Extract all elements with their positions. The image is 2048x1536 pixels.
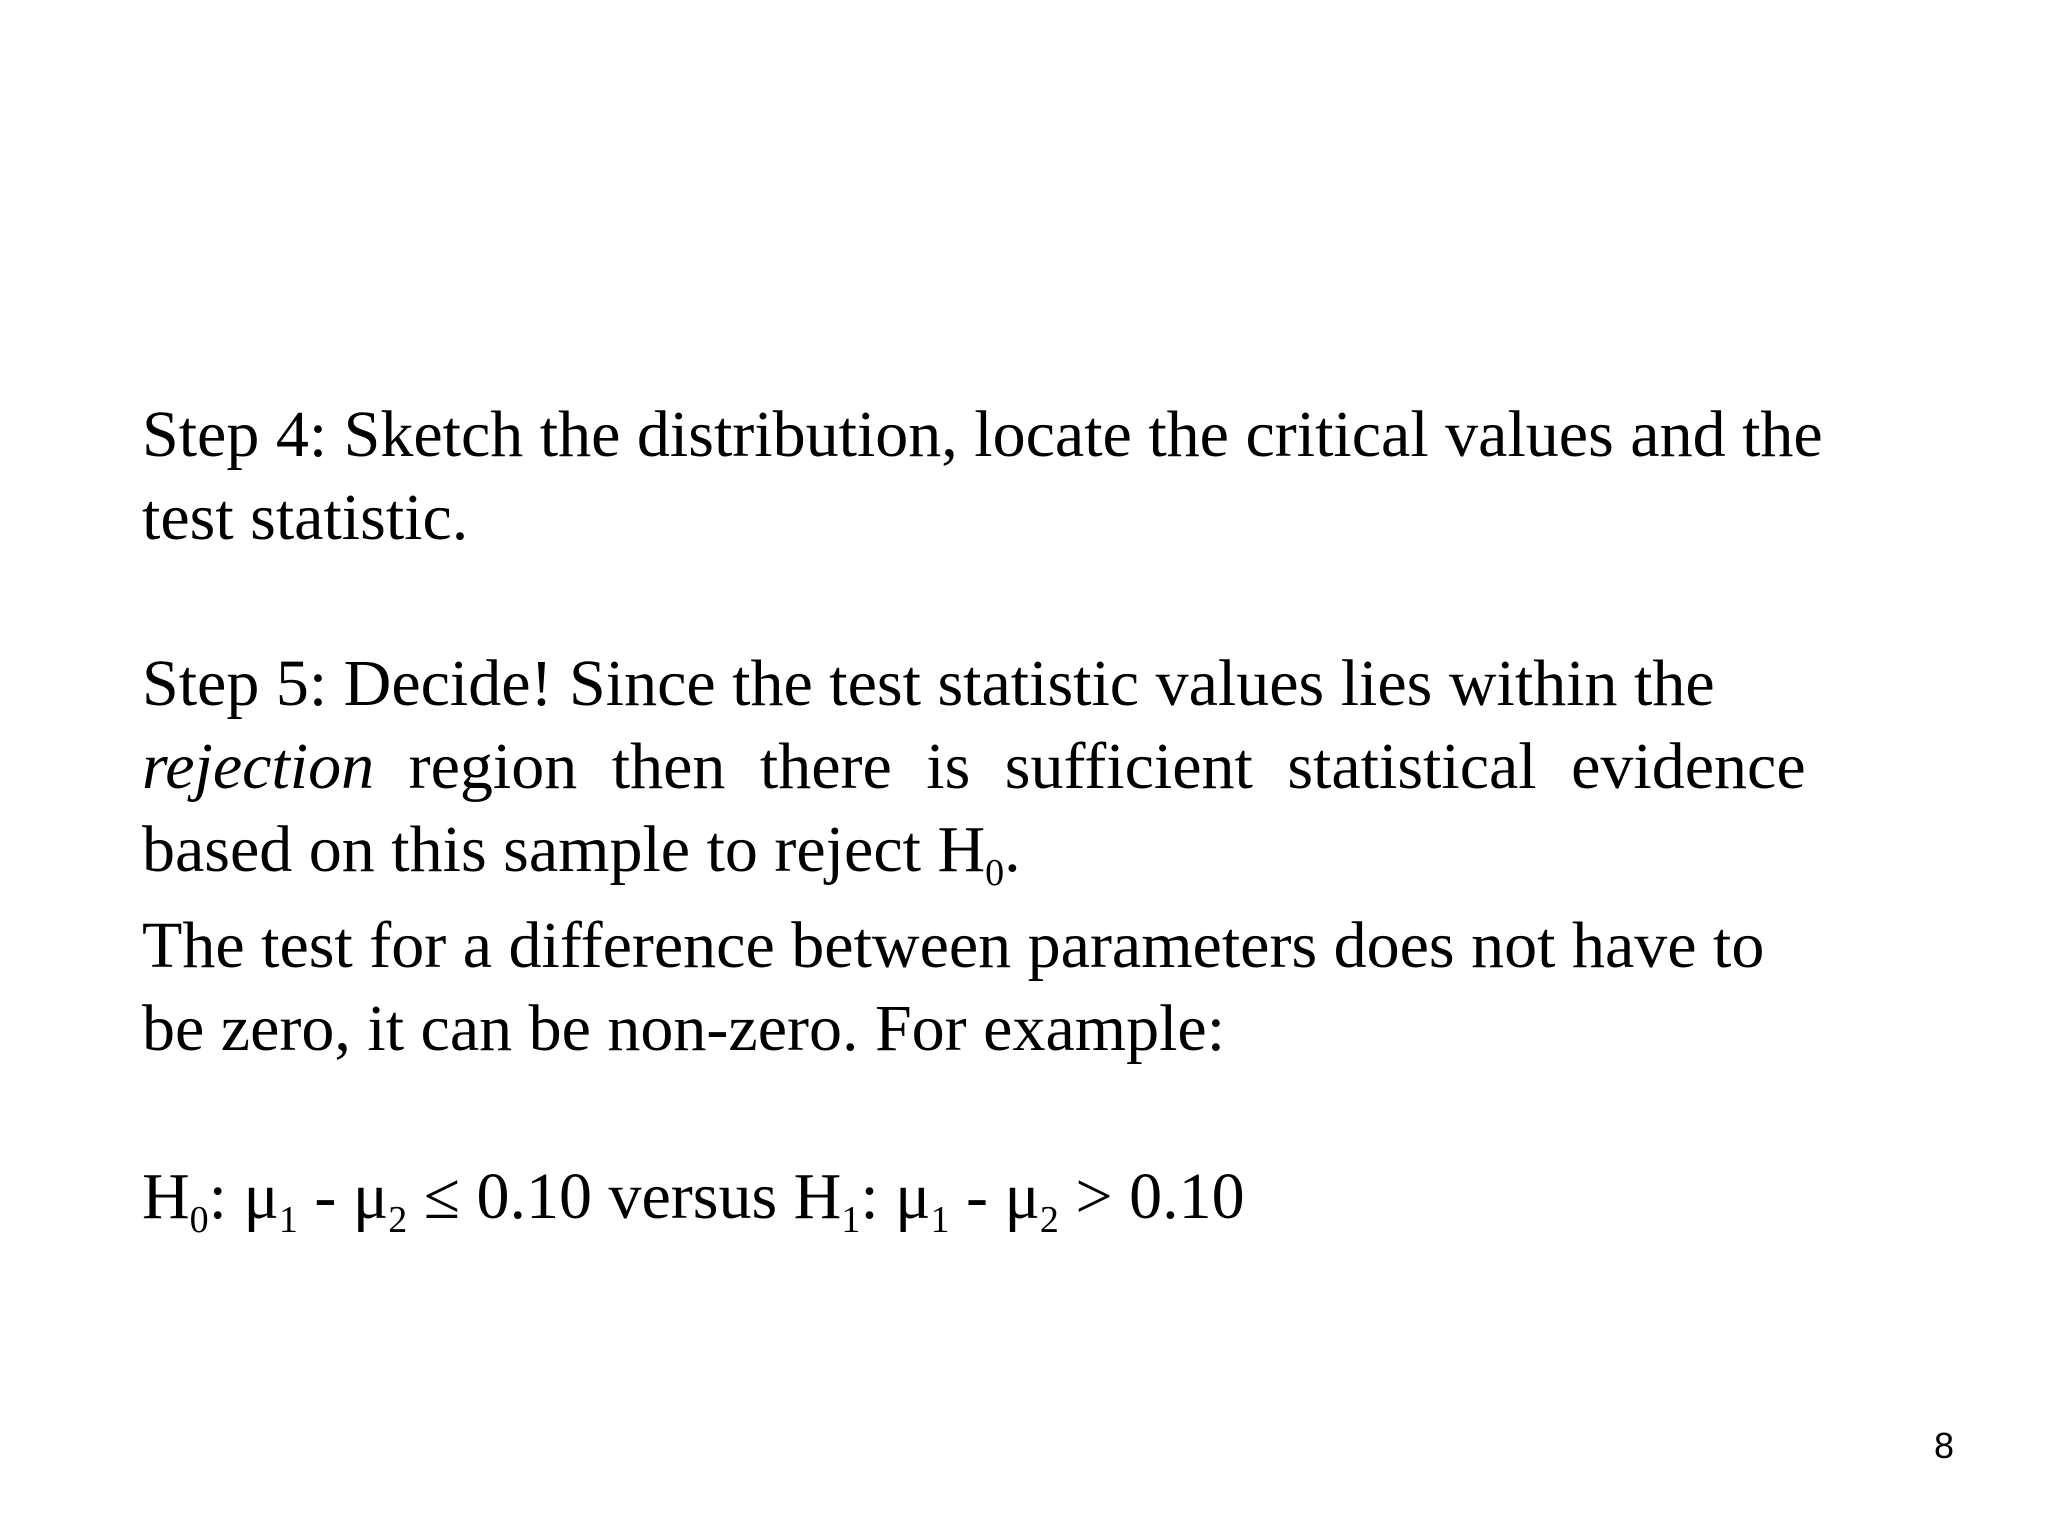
note-line-1: The test for a difference between parameters does not have to	[142, 909, 1765, 982]
relation-2: > 0.10	[1058, 1160, 1245, 1233]
step5-line-3	[142, 809, 1021, 894]
hypothesis-line	[142, 1156, 1245, 1241]
note-line-2: be zero, it can be non-zero. For example:	[142, 992, 1226, 1065]
step5-line-2-rest: region then there is sufficient statistical evidence	[374, 730, 1806, 803]
rejection-italic: rejection	[142, 730, 375, 803]
minus-mu-a: - μ	[297, 1160, 389, 1233]
h1-colon-mu: : μ	[860, 1160, 931, 1233]
step4-line-2: test statistic.	[142, 481, 469, 554]
h0-subscript: 0	[985, 852, 1005, 894]
relation-1: ≤ 0.10 versus H	[407, 1160, 842, 1233]
mu2-sub-a: 2	[388, 1199, 408, 1241]
step5-line-1: Step 5: Decide! Since the test statistic values lies within the	[142, 647, 1715, 720]
mu1-sub-b: 1	[930, 1199, 950, 1241]
minus-mu-b: - μ	[949, 1160, 1040, 1233]
h0-colon-mu: : μ	[208, 1160, 279, 1233]
step5-line-2	[142, 726, 1806, 808]
h0-letter: H	[142, 1160, 190, 1233]
step5-line-3-text: based on this sample to reject H	[142, 813, 986, 886]
mu1-sub-a: 1	[278, 1199, 298, 1241]
step4-line-1: Step 4: Sketch the distribution, locate the critical values and the	[142, 398, 1823, 471]
mu2-sub-b: 2	[1039, 1199, 1059, 1241]
h1-sub: 1	[841, 1199, 861, 1241]
h0-sub: 0	[189, 1199, 209, 1241]
page-number: 8	[1933, 1425, 1954, 1466]
step5-line-3-end: .	[1004, 813, 1021, 886]
